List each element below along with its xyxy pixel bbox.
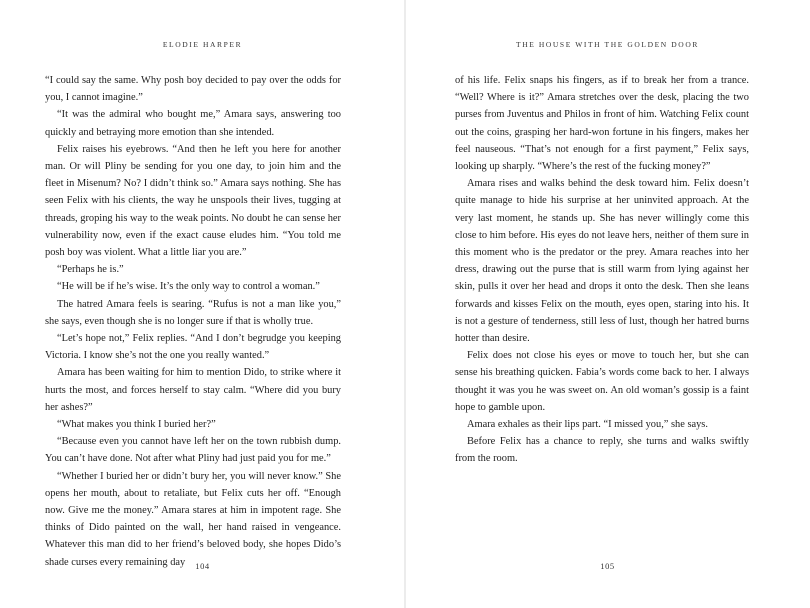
paragraph: Felix does not close his eyes or move to touch her, but she can sense his breathing quicken. Fabia’s words come back to her. I always thought it was you he was sweet on. An old woman’s gossip is a faint hope to gamble upon. [455,350,749,413]
paragraph: Felix raises his eyebrows. “And then he left you here for another man. Or will Pliny be sending for you one day, to join him and the fleet in Misenum? No? I didn’t think so.” Amara says nothing. She has seen Felix with his clients, the way he unspools their lives, tugging at threads, groping his way to the weak points. No doubt he can sense her vulnerability now, even if the exact cause eludes him. “You told me posh boy was violent. What a little liar you are.” [45,143,341,259]
paragraph: Amara exhales as their lips part. “I missed you,” she says. [467,419,708,431]
right-page-text [455,72,749,468]
right-page-number: 105 [600,561,615,571]
paragraph: Amara rises and walks behind the desk toward him. Felix doesn’t quite manage to hide his surprise at her uninvited approach. At the very last moment, he stands up. She has never willingly come this close to him before. His eyes do not leave hers, neither of them sure in this moment who is the predator or the prey. Amara reaches into her dress, drawing out the purse that is still warm from lying against her skin, pulls it over her head and drops it onto the desk. Then she leans forwards and kisses Felix on the mouth, eyes open, staring into his. It is not a gesture of tenderness, still less of lust, though her hatred burns hotter than desire. [455,178,749,345]
paragraph: “He will be if he’s wise. It’s the only way to control a woman.” [57,281,320,293]
paragraph: “Whether I buried her or didn’t bury her, you will never know.” She opens her mouth, about to retaliate, but Felix cuts her off. “Enough now. Give me the money.” Amara stares at him in impotent rage. She thinks of Dido painted on the wall, her hand raised in vengeance. Whatever this man did to her friend’s beloved body, she hopes Dido’s shade curses every remaining day [45,470,341,568]
paragraph: of his life. Felix snaps his fingers, as if to break her from a trance. “Well? Where is it?” Amara stretches over the desk, placing the two purses from Juventus and Philos in front of him. Watching Felix count out the coins, grasping her hard-won fortune in his fingers, makes her feel nauseous. “That’s not enough for a first payment,” Felix says, looking up sharply. “Where’s the rest of the fucking money?” [455,75,749,173]
paragraph: “It was the admiral who bought me,” Amara says, answering too quickly and betraying more emotion than she intended. [45,109,341,138]
left-page-number: 104 [195,561,210,571]
paragraph: “Because even you cannot have left her on the town rubbish dump. You can’t have done. Not after what Pliny had just paid you for me.” [45,436,341,465]
paragraph: “Perhaps he is.” [57,264,124,276]
right-running-head: THE HOUSE WITH THE GOLDEN DOOR [516,40,699,49]
paragraph: “What makes you think I buried her?” [57,419,216,431]
left-running-head: ELODIE HARPER [162,40,243,49]
paragraph: Before Felix has a chance to reply, she turns and walks swiftly from the room. [455,436,749,465]
paragraph: “I could say the same. Why posh boy decided to pay over the odds for you, I cannot imagine.” [45,75,341,104]
paragraph: Amara has been waiting for him to mention Dido, to strike where it hurts the most, and forces herself to stay calm. “Where did you bury her ashes?” [45,367,341,413]
right-page [405,0,810,608]
left-page-text [45,72,341,571]
paragraph: “Let’s hope not,” Felix replies. “And I don’t begrudge you keeping Victoria. I know she’s not the one you really wanted.” [45,333,341,362]
paragraph: The hatred Amara feels is searing. “Rufus is not a man like you,” she says, even though she is no longer sure if that is wholly true. [45,298,341,327]
